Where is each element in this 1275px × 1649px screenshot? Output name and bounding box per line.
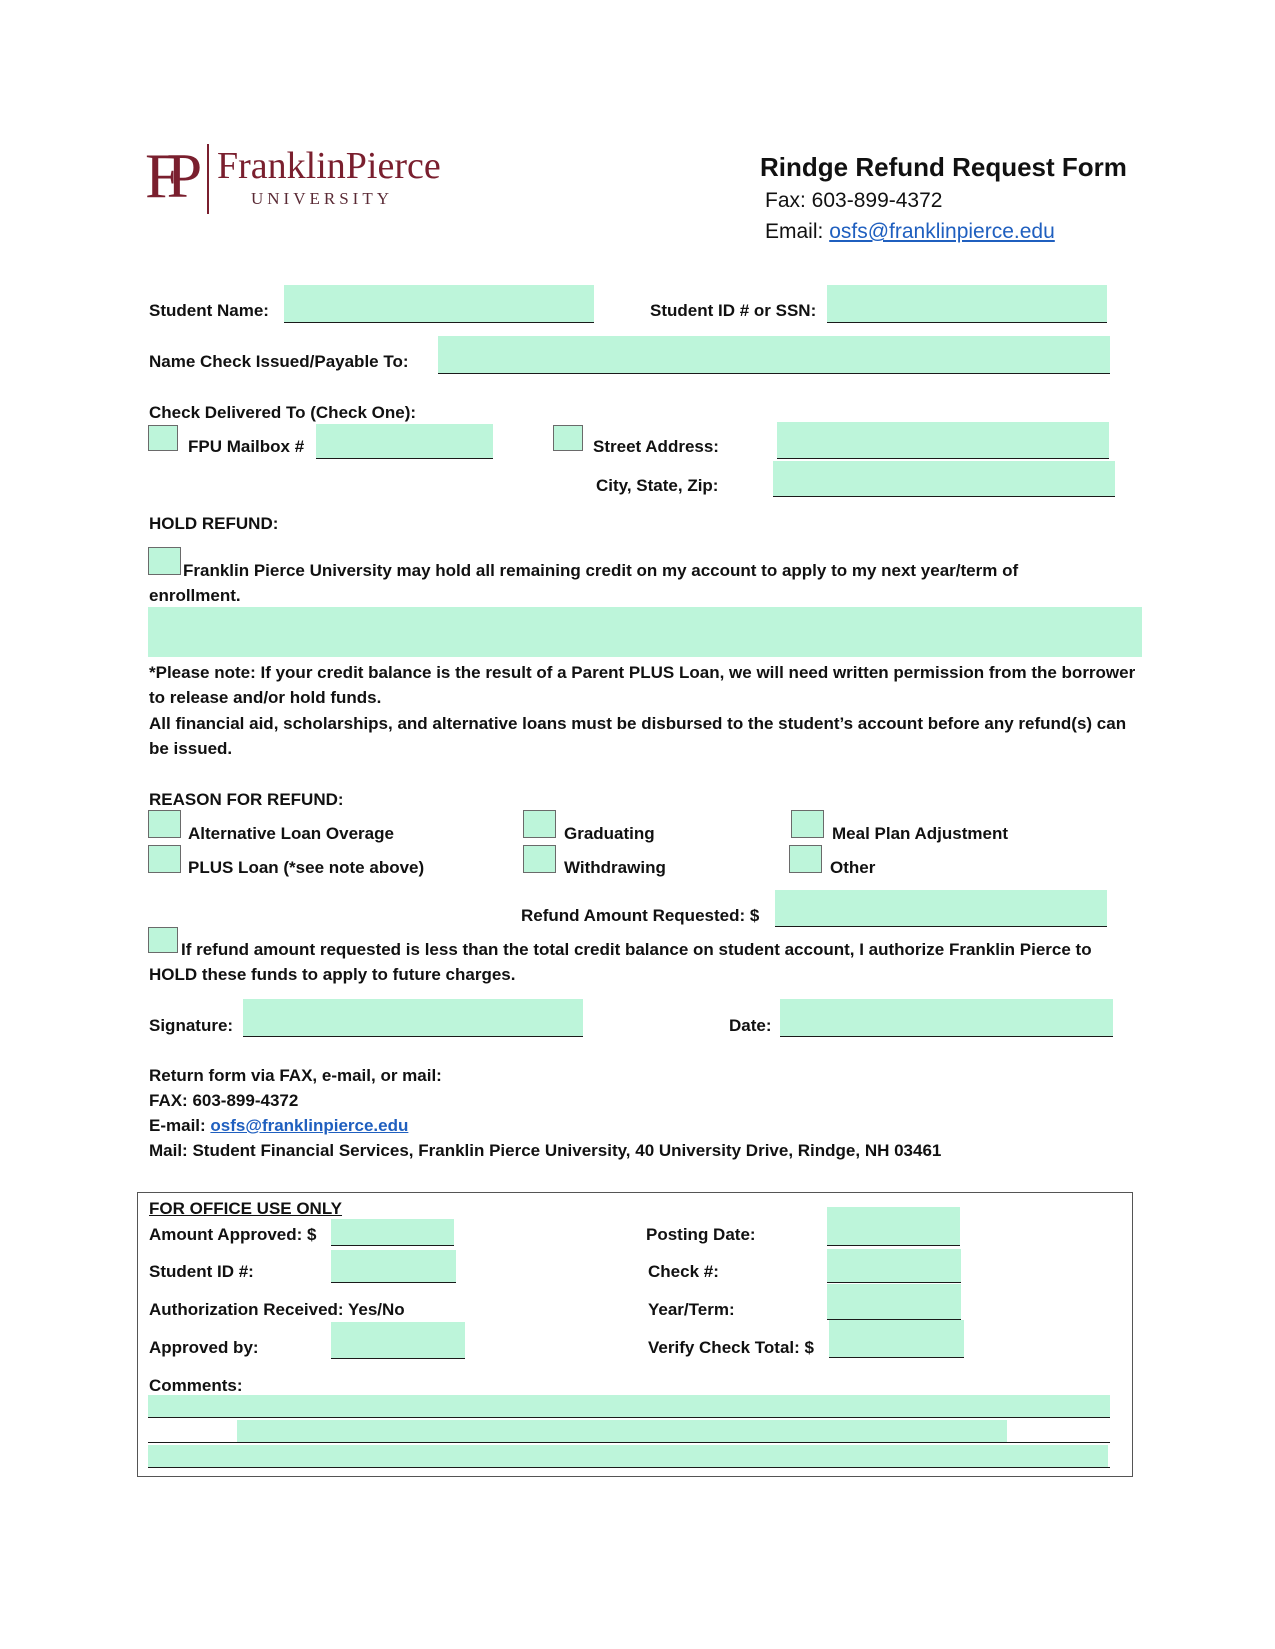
return-email xyxy=(149,1113,1149,1138)
return-email-link[interactable]: osfs@franklinpierce.edu xyxy=(210,1116,409,1135)
check-delivered-label: Check Delivered To (Check One): xyxy=(149,403,417,422)
other-label: Other xyxy=(830,858,876,877)
street-address-input[interactable] xyxy=(777,422,1109,459)
fpu-mailbox-input[interactable] xyxy=(316,424,493,459)
return-email-label: E-mail: xyxy=(149,1116,211,1135)
graduating-checkbox[interactable] xyxy=(523,810,556,838)
office-heading: FOR OFFICE USE ONLY xyxy=(149,1199,343,1218)
student-id-input[interactable] xyxy=(827,285,1107,323)
refund-amount-label: Refund Amount Requested: $ xyxy=(521,906,760,925)
city-state-zip-input[interactable] xyxy=(773,461,1115,497)
fpu-mailbox-label: FPU Mailbox # xyxy=(188,437,305,456)
return-info xyxy=(149,1063,1149,1163)
comments-line-3 xyxy=(148,1467,1110,1468)
withdrawing-checkbox[interactable] xyxy=(523,845,556,873)
payable-to-label: Name Check Issued/Payable To: xyxy=(149,352,409,371)
other-checkbox[interactable] xyxy=(789,845,822,873)
fax-line: Fax: 603-899-4372 xyxy=(765,189,943,212)
verify-total-label: Verify Check Total: $ xyxy=(648,1338,814,1357)
posting-date-input[interactable] xyxy=(827,1207,960,1246)
hold-refund-text: Franklin Pierce University may hold all remaining credit on my account to apply to my next year/term of enrollment. xyxy=(149,561,1019,605)
year-term-input[interactable] xyxy=(827,1284,961,1320)
alt-loan-checkbox[interactable] xyxy=(148,810,181,838)
comments-fill-2[interactable] xyxy=(237,1420,1007,1443)
reason-heading: REASON FOR REFUND: xyxy=(149,790,344,809)
fpu-mailbox-checkbox[interactable] xyxy=(148,425,178,451)
return-heading: Return form via FAX, e-mail, or mail: xyxy=(149,1066,442,1085)
posting-date-label: Posting Date: xyxy=(646,1225,756,1244)
student-name-input[interactable] xyxy=(284,285,594,323)
comments-fill-1[interactable] xyxy=(148,1395,1110,1418)
email-label: Email: xyxy=(765,220,830,243)
logo-name: FranklinPierce xyxy=(217,145,441,187)
plus-loan-label: PLUS Loan (*see note above) xyxy=(188,858,425,877)
plus-loan-checkbox[interactable] xyxy=(148,845,181,873)
withdrawing-label: Withdrawing xyxy=(564,858,666,877)
check-number-input[interactable] xyxy=(827,1249,961,1283)
email-link[interactable]: osfs@franklinpierce.edu xyxy=(829,220,1055,243)
student-name-label: Student Name: xyxy=(149,301,269,320)
payable-to-input[interactable] xyxy=(438,336,1110,374)
comments-label: Comments: xyxy=(149,1376,243,1395)
form-title: Rindge Refund Request Form xyxy=(760,152,1127,182)
graduating-label: Graduating xyxy=(564,824,655,843)
return-mail: Mail: Student Financial Services, Franklin Pierce University, 40 University Drive, Rindge, NH 03461 xyxy=(149,1141,942,1160)
city-state-zip-label: City, State, Zip: xyxy=(596,476,719,495)
student-id-label: Student ID # or SSN: xyxy=(650,301,817,320)
signature-input[interactable] xyxy=(243,999,583,1037)
signature-label: Signature: xyxy=(149,1016,234,1035)
authorize-hold-text: If refund amount requested is less than the total credit balance on student account, I authorize Franklin Pierce to HOLD these funds to apply to future charges. xyxy=(149,940,1092,984)
comments-line-1 xyxy=(148,1417,1110,1418)
plus-loan-note: *Please note: If your credit balance is the result of a Parent PLUS Loan, we will need written permission from the borrower to release and/or hold funds. xyxy=(149,663,1136,707)
hold-refund-notes-field[interactable] xyxy=(148,607,1142,657)
comments-line-2 xyxy=(148,1442,1110,1443)
meal-plan-label: Meal Plan Adjustment xyxy=(832,824,1009,843)
financial-aid-note: All financial aid, scholarships, and alternative loans must be disbursed to the student’s account before any refund(s) can be issued. xyxy=(149,714,1127,758)
verify-total-input[interactable] xyxy=(829,1320,964,1358)
logo-subtitle: UNIVERSITY xyxy=(251,189,393,208)
date-label: Date: xyxy=(729,1016,772,1035)
return-fax: FAX: 603-899-4372 xyxy=(149,1091,299,1110)
hold-refund-statement xyxy=(149,558,1109,608)
alt-loan-label: Alternative Loan Overage xyxy=(188,824,394,843)
university-logo xyxy=(145,140,440,220)
logo-monogram: FP xyxy=(145,140,189,211)
comments-fill-3[interactable] xyxy=(148,1445,1108,1468)
street-address-label: Street Address: xyxy=(593,437,719,456)
hold-refund-heading: HOLD REFUND: xyxy=(149,514,279,533)
date-input[interactable] xyxy=(780,999,1113,1037)
amount-approved-label: Amount Approved: $ xyxy=(149,1225,317,1244)
amount-approved-input[interactable] xyxy=(331,1219,454,1246)
meal-plan-checkbox[interactable] xyxy=(791,810,824,838)
check-number-label: Check #: xyxy=(648,1262,719,1281)
logo-divider xyxy=(207,144,209,214)
refund-amount-input[interactable] xyxy=(775,890,1107,927)
approved-by-label: Approved by: xyxy=(149,1338,259,1357)
office-student-id-input[interactable] xyxy=(331,1250,456,1283)
year-term-label: Year/Term: xyxy=(648,1300,735,1319)
authorization-label: Authorization Received: Yes/No xyxy=(149,1300,405,1319)
street-address-checkbox[interactable] xyxy=(553,425,583,451)
approved-by-input[interactable] xyxy=(331,1322,465,1359)
email-line xyxy=(765,216,1055,247)
office-student-id-label: Student ID #: xyxy=(149,1262,254,1281)
authorize-hold-statement xyxy=(149,937,1109,987)
